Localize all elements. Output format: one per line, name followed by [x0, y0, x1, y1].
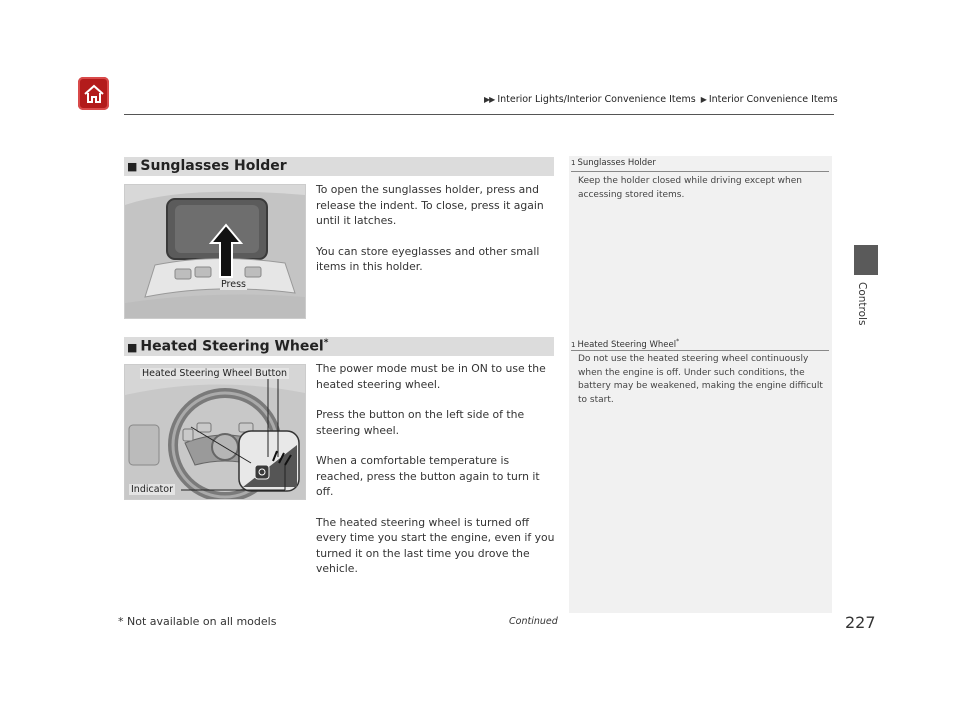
home-button[interactable] — [78, 77, 109, 110]
note-divider — [571, 171, 829, 172]
section-header-sunglasses-holder — [124, 157, 554, 176]
heated-steering-wheel-figure — [124, 364, 306, 500]
page-number: 227 — [845, 613, 876, 632]
paragraph: The power mode must be in ON to use the heated steering wheel. — [316, 362, 546, 391]
section-square-icon: ■ — [127, 340, 138, 354]
note-text: Keep the holder closed while driving except when accessing stored items. — [578, 176, 802, 200]
paragraph: The heated steering wheel is turned off every time you start the engine, even if you turned it on the last time you drove the vehicle. — [316, 515, 555, 575]
note-reference-icon: 1 — [571, 159, 576, 167]
paragraph: You can store eyeglasses and other small items in this holder. — [316, 244, 540, 273]
continued-label: Continued — [509, 616, 558, 627]
sunglasses-holder-text — [316, 182, 556, 290]
chapter-tab-marker[interactable] — [854, 245, 878, 275]
header-divider — [124, 114, 834, 115]
section-title: Heated Steering Wheel — [140, 338, 324, 355]
breadcrumb-item[interactable]: Interior Convenience Items — [708, 94, 838, 105]
note-text: Do not use the heated steering wheel continuously when the engine is off. Under such conditions, the battery may be weakened, making the engine difficult to start. — [578, 354, 823, 405]
indicator-callout: Indicator — [131, 484, 173, 495]
section-header-heated-steering-wheel — [124, 337, 554, 356]
section-square-icon: ■ — [127, 160, 138, 173]
paragraph: Press the button on the left side of the steering wheel. — [316, 408, 525, 437]
breadcrumb — [484, 94, 838, 105]
breadcrumb-item[interactable]: Interior Lights/Interior Convenience Items — [497, 94, 696, 105]
breadcrumb-arrow-icon: ▶▶ — [484, 95, 495, 104]
sunglasses-holder-figure — [124, 184, 306, 319]
heated-steering-wheel-button-callout: Heated Steering Wheel Button — [142, 368, 288, 379]
note-heading-sunglasses-holder: 1 Sunglasses Holder — [571, 158, 656, 168]
chapter-tab-label[interactable]: Controls — [856, 282, 868, 326]
note-divider — [571, 350, 829, 351]
press-callout: Press — [221, 279, 247, 290]
footnote-mark: * — [323, 338, 329, 348]
paragraph: When a comfortable temperature is reached, press the button again to turn it off. — [316, 454, 540, 498]
note-reference-icon: 1 — [571, 340, 576, 349]
heated-steering-wheel-text — [316, 361, 556, 592]
home-icon — [83, 84, 105, 104]
footnote: * Not available on all models — [118, 615, 277, 628]
paragraph: To open the sunglasses holder, press and release the indent. To close, press it again until it latches. — [316, 183, 544, 227]
section-title: Sunglasses Holder — [140, 158, 287, 174]
breadcrumb-arrow-icon: ▶ — [700, 95, 706, 104]
note-heading-heated-steering-wheel: 1 Heated Steering Wheel* — [571, 338, 680, 350]
footnote-mark: * — [676, 338, 680, 345]
